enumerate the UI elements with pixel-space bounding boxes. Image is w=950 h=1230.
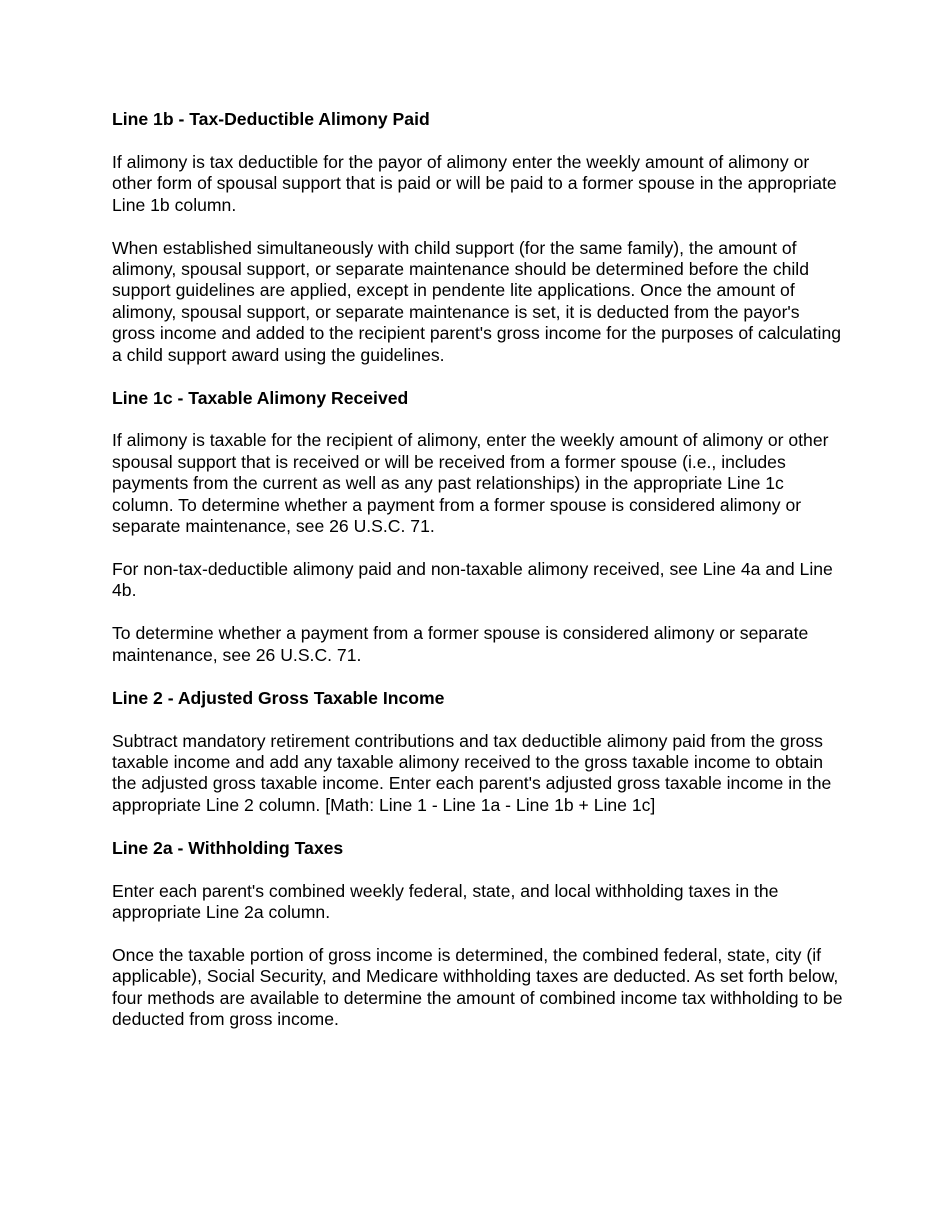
paragraph: When established simultaneously with child support (for the same family), the amount of alimony, spousal support, or separate maintenance should be determined before the child support guidelines are applied, except in pendente lite applications. Once the amount of alimony, spousal support, or separate maintenance is set, it is deducted from the payor's gross income and added to the recipient parent's gross income for the purposes of calculating a child support award using the guidelines. xyxy=(112,237,842,365)
section-heading: Line 2a - Withholding Taxes xyxy=(112,837,344,858)
section-heading: Line 1c - Taxable Alimony Received xyxy=(112,387,409,408)
section-heading: Line 2 - Adjusted Gross Taxable Income xyxy=(112,687,445,708)
paragraph: If alimony is taxable for the recipient of alimony, enter the weekly amount of alimony or other spousal support that is received or will be received from a former spouse (i.e., includes payments from the current as well as any past relationships) in the appropriate Line 1c column. To determine whether a payment from a former spouse is considered alimony or separate maintenance, see 26 U.S.C. 71. xyxy=(112,430,829,537)
section-line-1b xyxy=(112,109,847,366)
paragraph: To determine whether a payment from a former spouse is considered alimony or separate maintenance, see 26 U.S.C. 71. xyxy=(112,623,809,665)
section-line-1c xyxy=(112,388,847,667)
paragraph: Once the taxable portion of gross income is determined, the combined federal, state, city (if applicable), Social Security, and Medicare withholding taxes are deducted. As set forth below, four methods are available to determine the amount of combined income tax withholding to be deducted from gross income. xyxy=(112,944,843,1030)
paragraph: Subtract mandatory retirement contributions and tax deductible alimony paid from the gross taxable income and add any taxable alimony received to the gross taxable income to obtain the adjusted gross taxable income. Enter each parent's adjusted gross taxable income in the appropriate Line 2 column. [Math: Line 1 - Line 1a - Line 1b + Line 1c] xyxy=(112,730,832,815)
paragraph: For non-tax-deductible alimony paid and non-taxable alimony received, see Line 4a and Line 4b. xyxy=(112,559,833,601)
paragraph: Enter each parent's combined weekly federal, state, and local withholding taxes in the appropriate Line 2a column. xyxy=(112,880,779,922)
section-heading: Line 1b - Tax-Deductible Alimony Paid xyxy=(112,109,430,129)
section-line-2 xyxy=(112,688,847,817)
document-page xyxy=(112,109,847,1052)
section-line-2a xyxy=(112,838,847,1031)
paragraph: If alimony is tax deductible for the payor of alimony enter the weekly amount of alimony or other form of spousal support that is paid or will be paid to a former spouse in the appropriate Line 1b column. xyxy=(112,151,837,215)
